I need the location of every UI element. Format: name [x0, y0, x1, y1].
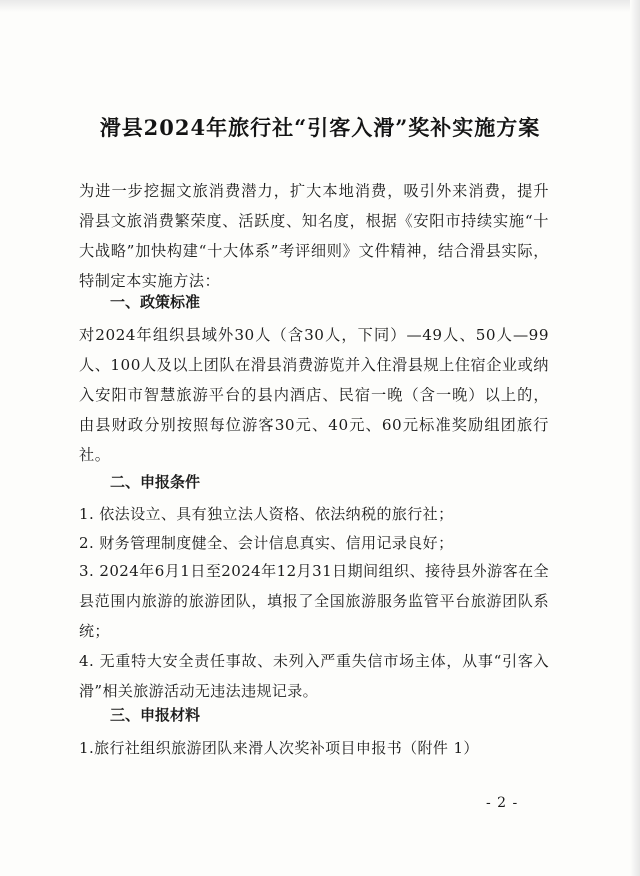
material-item: 1.旅行社组织旅游团队来滑人次奖补项目申报书（附件 1） [79, 739, 479, 757]
section-heading-materials: 三、申报材料 [110, 706, 201, 724]
scan-edge-top [0, 0, 640, 12]
section-heading-conditions: 二、申报条件 [110, 473, 201, 491]
intro-paragraph: 为进一步挖掘文旅消费潜力，扩大本地消费，吸引外来消费，提升滑县文旅消费繁荣度、活跃度、知名度，根据《安阳市持续实施“十大战略”加快构建“十大体系”考评细则》文件精神，结合滑县实际，特制定本实施方法： [79, 182, 549, 290]
scan-edge-right [630, 0, 640, 876]
condition-item: 3. 2024年6月1日至2024年12月31日期间组织、接待县外游客在全县范围内旅游的旅游团队，填报了全国旅游服务监管平台旅游团队系统； [79, 562, 549, 640]
section-heading-policy: 一、政策标准 [110, 293, 201, 311]
policy-paragraph: 对2024年组织县域外30人（含30人，下同）—49人、50人—99人、100人及以上团队在滑县消费游览并入住滑县规上住宿企业或纳入安阳市智慧旅游平台的县内酒店、民宿一晚（含一晚）以上的，由县财政分别按照每位游客30元、40元、60元标准奖励组团旅行社。 [79, 326, 549, 464]
condition-item: 2. 财务管理制度健全、会计信息真实、信用记录良好； [79, 534, 454, 552]
page-number: - 2 - [486, 795, 519, 811]
condition-item: 1. 依法设立、具有独立法人资格、依法纳税的旅行社； [79, 505, 454, 523]
condition-item: 4. 无重特大安全责任事故、未列入严重失信市场主体，从事“引客入滑”相关旅游活动无违法违规记录。 [79, 652, 549, 700]
document-title: 滑县2024年旅行社“引客入滑”奖补实施方案 [99, 115, 541, 140]
